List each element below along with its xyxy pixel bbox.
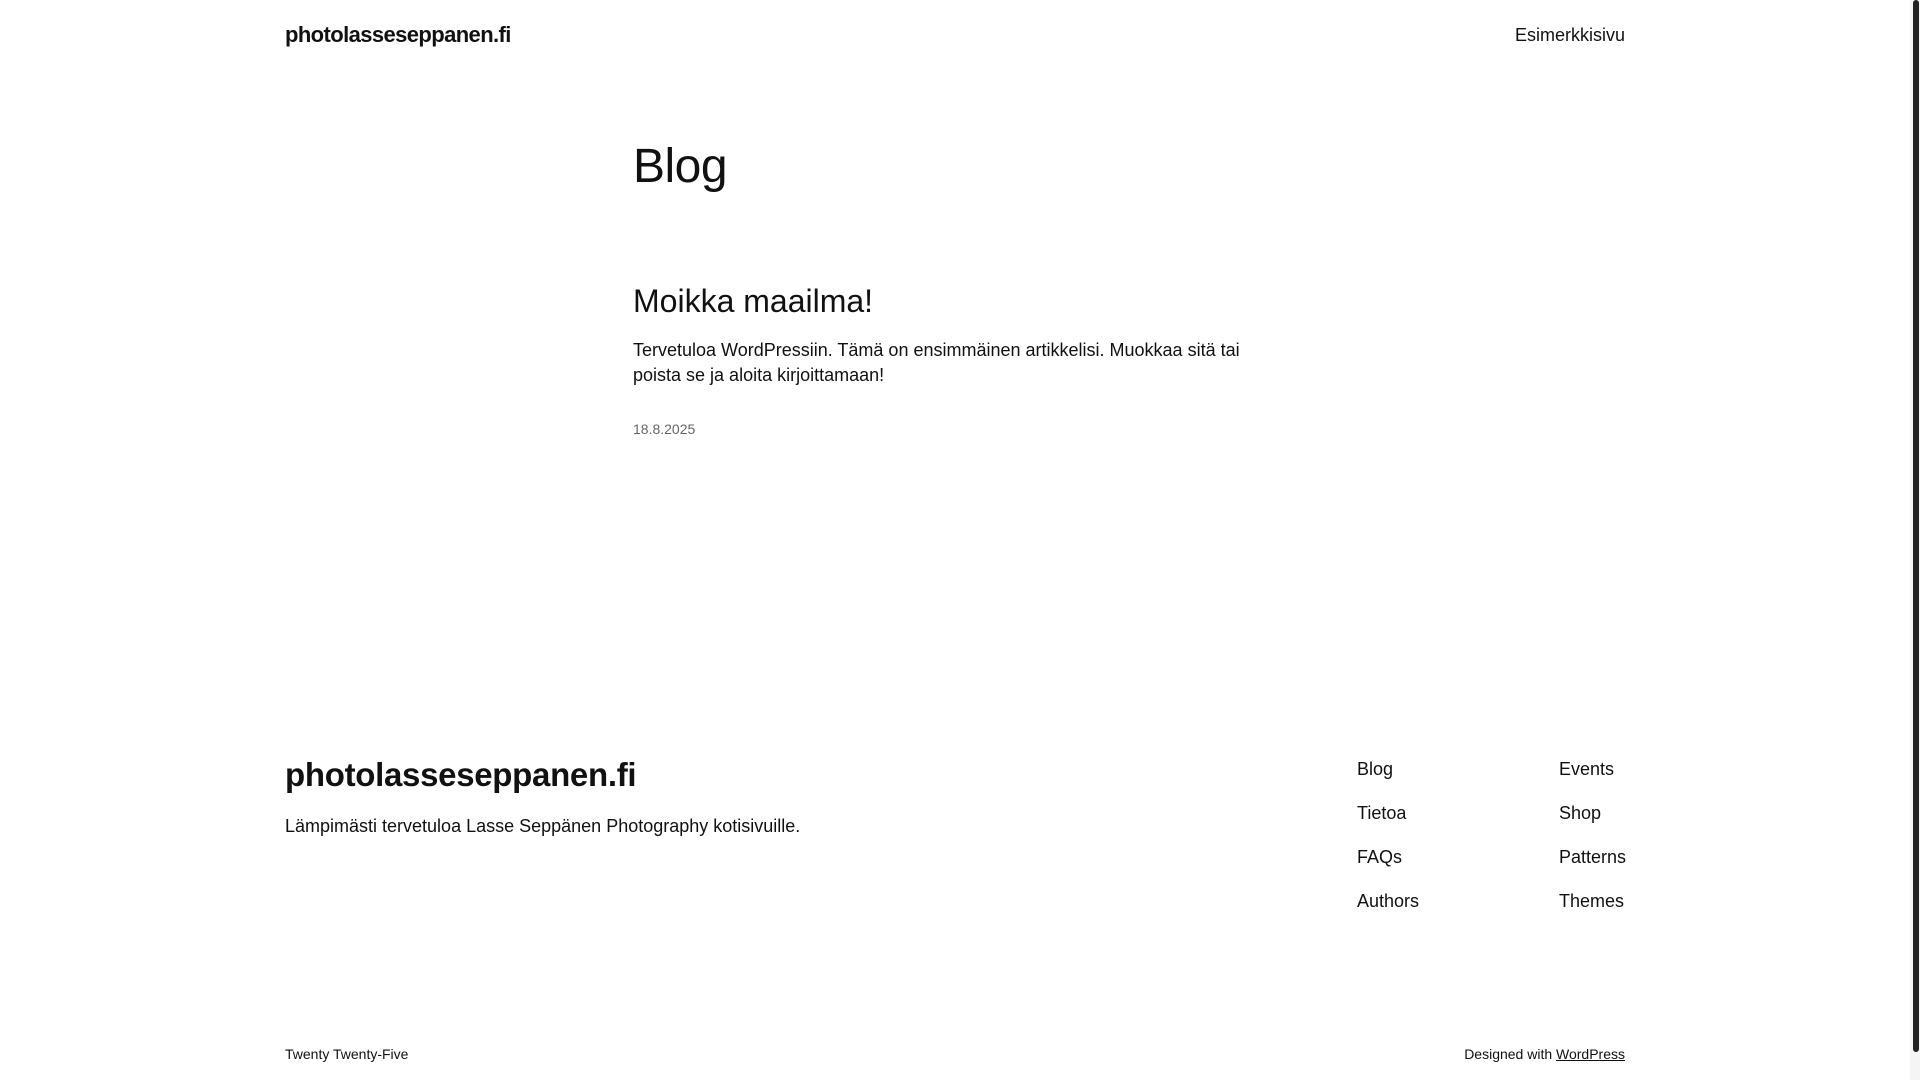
post-title [633,281,873,321]
post-excerpt: Tervetuloa WordPressiin. Tämä on ensimmäinen artikkelisi. Muokkaa sitä tai poista se ja aloita kirjoittamaan! [633,340,1240,385]
footer-nav-item [1357,758,1419,802]
footer-nav-item [1559,890,1626,934]
site-title-link[interactable]: photolasseseppanen.fi [285,22,511,47]
page-title: Blog [633,140,728,193]
designed-with-text: Designed with [1464,1046,1553,1062]
vertical-scrollbar[interactable] [1910,0,1920,1080]
footer-link-events[interactable]: Events [1559,759,1615,779]
scrollbar-thumb[interactable] [1913,0,1919,1052]
theme-credit: Twenty Twenty-Five [285,1046,409,1062]
post-date[interactable]: 18.8.2025 [633,421,696,437]
footer-link-patterns[interactable]: Patterns [1559,847,1627,867]
footer-nav-item [1559,802,1626,846]
footer-link-themes[interactable]: Themes [1559,891,1625,911]
footer-link-faqs[interactable]: FAQs [1357,847,1403,867]
footer-link-blog[interactable]: Blog [1357,759,1394,779]
wordpress-link[interactable]: WordPress [1556,1046,1625,1062]
footer-site-title-link[interactable]: photolasseseppanen.fi [285,756,637,793]
footer-nav-secondary [1559,758,1626,934]
footer-nav-item [1357,846,1419,890]
footer-nav-primary [1357,758,1419,934]
footer-link-authors[interactable]: Authors [1357,891,1420,911]
footer-nav-item [1357,890,1419,934]
footer-site-title [285,754,636,796]
footer-nav-item [1559,846,1626,890]
designed-with-credit [1464,1045,1625,1063]
footer-nav-item [1357,802,1419,846]
post-title-link[interactable]: Moikka maailma! [633,283,874,319]
footer-tagline: Lämpimästi tervetuloa Lasse Seppänen Photography kotisivuille. [285,816,801,836]
nav-link-esimerkkisivu[interactable]: Esimerkkisivu [1514,25,1625,45]
footer-link-tietoa[interactable]: Tietoa [1357,803,1407,823]
footer-nav-item [1559,758,1626,802]
footer-link-shop[interactable]: Shop [1559,803,1602,823]
